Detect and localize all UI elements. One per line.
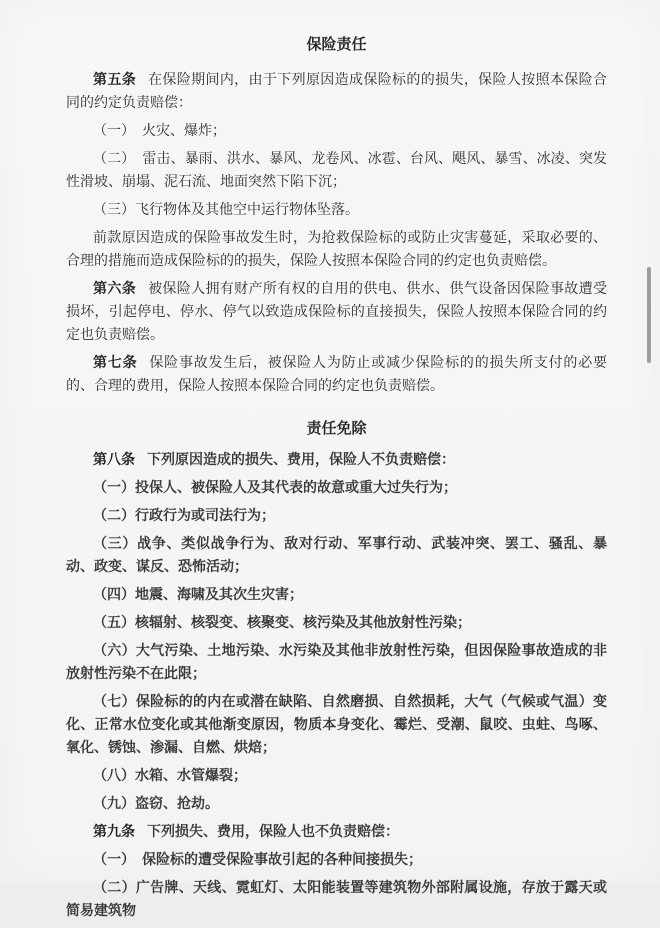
document-content xyxy=(66,34,607,928)
list-item: （三）战争、类似战争行为、敌对行动、军事行动、武装冲突、罢工、骚乱、暴动、政变、谋反、恐怖活动； xyxy=(66,537,607,575)
clause-5-paragraph xyxy=(66,69,607,115)
list-item: （一） 火灾、爆炸； xyxy=(93,124,226,139)
clause-9-paragraph xyxy=(66,821,607,844)
clause-5-label: 第五条 xyxy=(93,73,137,88)
clause-8-label: 第八条 xyxy=(93,453,135,468)
scrollbar-thumb[interactable] xyxy=(647,267,651,363)
clause-9-label: 第九条 xyxy=(93,825,135,840)
list-item: （七）保险标的的内在或潜在缺陷、自然磨损、自然损耗，大气（气候或气温）变化、正常水位变化或其他渐变原因，物质本身变化、霉烂、受潮、鼠咬、虫蛀、鸟啄、氧化、锈蚀、渗漏、自燃、烘焙； xyxy=(66,695,607,756)
list-item: （二） 雷击、暴雨、洪水、暴风、龙卷风、冰雹、台风、飓风、暴雪、冰凌、突发性滑坡、崩塌、泥石流、地面突然下陷下沉； xyxy=(66,152,607,190)
list-item: （二）广告牌、天线、霓虹灯、太阳能装置等建筑物外部附属设施，存放于露天或简易建筑物 xyxy=(66,881,607,919)
list-item: （四）地震、海啸及其次生灾害； xyxy=(93,588,303,603)
list-item: （一） 保险标的遭受保险事故引起的各种间接损失； xyxy=(93,853,422,868)
list-item: （九）盗窃、抢劫。 xyxy=(93,797,219,812)
section-heading-exclusions: 责任免除 xyxy=(306,421,367,437)
clause-7-text: 保险事故发生后，被保险人为防止或减少保险标的的损失所支付的必要的、合理的费用，保险人按照本保险合同的约定也负责赔偿。 xyxy=(66,356,608,394)
list-item: （二）行政行为或司法行为； xyxy=(93,509,275,524)
preceding-causes-paragraph: 前款原因造成的保险事故发生时，为抢救保险标的或防止灾害蔓延，采取必要的、合理的措施而造成保险标的的损失，保险人按照本保险合同的约定也负责赔偿。 xyxy=(66,231,607,269)
clause-8-paragraph xyxy=(66,449,607,472)
list-item: （五）核辐射、核裂变、核聚变、核污染及其他放射性污染； xyxy=(93,616,471,631)
clause-9-text: 下列损失、费用，保险人也不负责赔偿： xyxy=(147,825,399,840)
list-item: （一）投保人、被保险人及其代表的故意或重大过失行为； xyxy=(93,481,457,496)
clause-8-text: 下列原因造成的损失、费用，保险人不负责赔偿： xyxy=(147,453,455,468)
clause-6-text: 被保险人拥有财产所有权的自用的供电、供水、供气设备因保险事故遭受损坏，引起停电、停水、停气以致造成保险标的直接损失，保险人按照本保险合同的约定也负责赔偿。 xyxy=(66,282,608,343)
list-item: （六）大气污染、土地污染、水污染及其他非放射性污染，但因保险事故造成的非放射性污染不在此限； xyxy=(66,644,607,682)
list-item: （三）飞行物体及其他空中运行物体坠落。 xyxy=(93,203,359,218)
clause-6-label: 第六条 xyxy=(93,282,137,297)
clause-6-paragraph xyxy=(66,278,607,347)
clause-5-text: 在保险期间内，由于下列原因造成保险标的的损失，保险人按照本保险合同的约定负责赔偿： xyxy=(66,73,608,111)
clause-7-paragraph xyxy=(66,352,607,398)
section-insurance-liability xyxy=(66,34,607,398)
list-item: （八）水箱、水管爆裂； xyxy=(93,769,247,784)
section-exclusions xyxy=(66,418,607,923)
section-heading-insurance-liability: 保险责任 xyxy=(306,37,367,53)
clause-7-label: 第七条 xyxy=(93,356,138,371)
